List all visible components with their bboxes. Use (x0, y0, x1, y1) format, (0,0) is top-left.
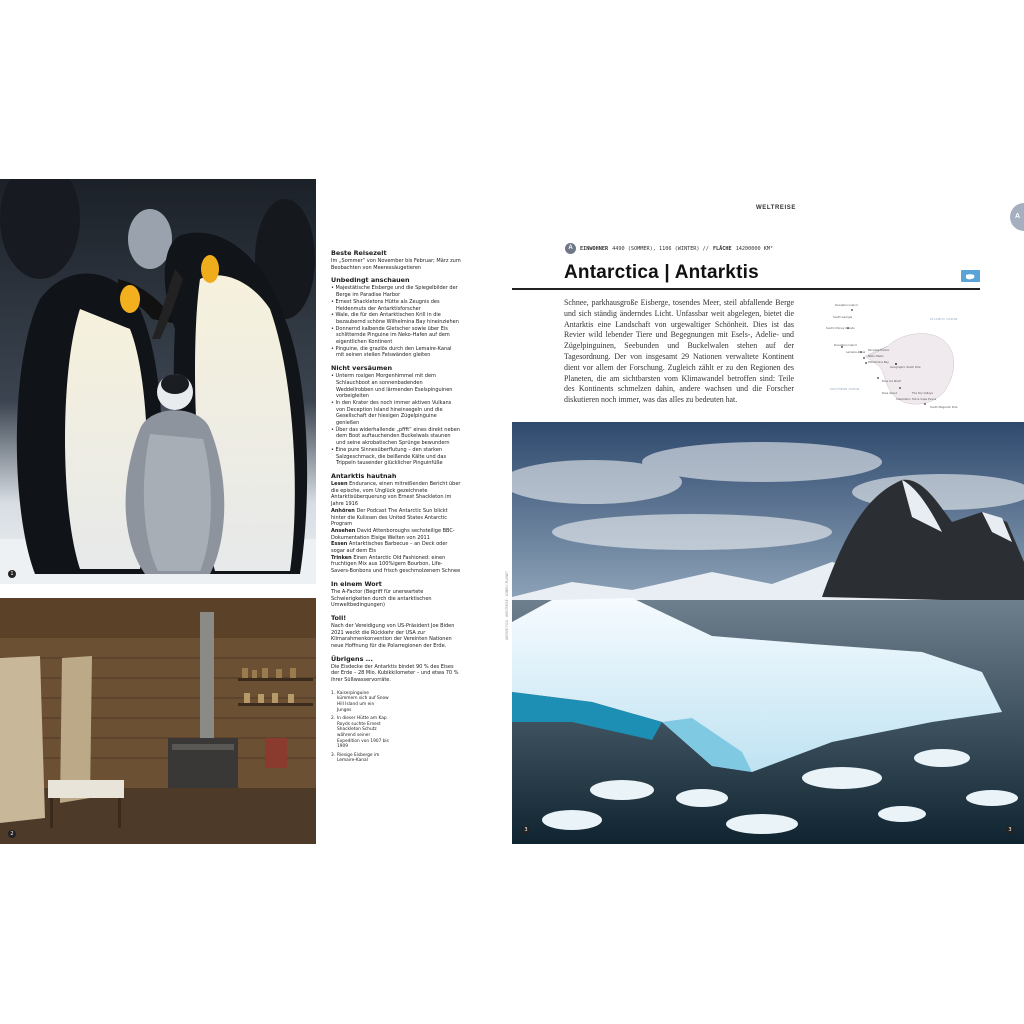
caption: 3. Riesige Eisberge im Lemaire-Kanal (331, 752, 380, 764)
must-see-list (331, 285, 461, 359)
spine-text: ANTARCTICA · WELTREISE · LONELY PLANET (505, 571, 509, 640)
map-label: South Magnetic Pole (930, 405, 958, 409)
figure-number: 2 (8, 830, 16, 838)
map-label: Shackleton Hut & Cape Evans (896, 397, 937, 401)
region-badge: A (565, 243, 576, 254)
hut-photo (0, 598, 316, 844)
map-label: Deception Island (835, 303, 858, 307)
residents-label: EINWOHNER (580, 245, 609, 252)
antarctica-map (826, 300, 980, 418)
section-label: WELTREISE (756, 205, 796, 211)
hands-on-listen: Anhören Der Podcast The Antarctic Sun blickt hinter die Kulissen des United States Antarctic Program (331, 507, 448, 528)
besides-text: Die Eisdecke der Antarktis bindet 90 % des Eises der Erde – 28 Mio. Kubikkilometer – und etwa 70 % ihrer Süßwasservorräte. (331, 663, 459, 684)
page-title: Antarctica | Antarktis (564, 262, 759, 283)
map-label: South Georgia (833, 315, 853, 319)
caption: 2. In dieser Hütte am Kap Royds suchte Ernest Shackleton Schutz während seiner Expedition von 1907 bis 1909 (331, 716, 389, 750)
map-label: South Orkney Islands (826, 326, 855, 330)
list-item: • Eine pure Sinnesüberflutung – den starken Salzgeschmack, die beißende Kälte und das Trippeln tausender glücklicher Pinguinfüße (331, 447, 461, 467)
stats-line (565, 243, 773, 254)
best-time-heading: Beste Reisezeit (331, 249, 387, 257)
map-label: Neko-Hafen (868, 354, 884, 358)
hands-on-heading: Antarktis hautnah (331, 471, 397, 480)
list-item: • Wale, die für den Antarktischen Krill in die bezaubernd schöne Wilhelmina Bay hineinziehen (331, 312, 461, 325)
ocean-label: SOUTHERN OCEAN (830, 387, 860, 391)
hands-on-read: Lesen Endurance, einen mitreißenden Bericht über die epische, vom Unglück gezeichnete Antarktisüberquerung von Ernest Shackleton im Jahre 1916 (331, 480, 461, 508)
ocean-label: ATLANTIC OCEAN (930, 317, 958, 321)
figure-number: 3 (1006, 826, 1014, 834)
list-item: • Ernest Shackletons Hütte als Zeugnis des Heldenmuts der Antarktisforscher (331, 299, 461, 312)
caption: 1. Kaiserpinguine kümmern sich auf Snow Hill Island um ein Junges (331, 690, 389, 713)
list-item: • In den Krater des noch immer aktiven Vulkans von Deception Island hineinsegeln und die Gesellschaft der hiesigen Zügelpinguine genießen (331, 400, 461, 427)
one-word-text: The A-Factor (Begriff für unerwartete Schwierigkeiten durch die antarktischen Umweltbedingungen) (331, 588, 432, 609)
dont-miss-heading: Nicht versäumen (331, 364, 393, 373)
map-label: Geographic South Pole (890, 365, 921, 369)
great-text: Nach der Vereidigung von US-Präsident Joe Biden 2021 weckt die Rückkehr der USA zur Klimarahmenkonvention der Vereinten Nationen neue Hoffnung für die Polarregionen der Erde. (331, 622, 455, 650)
figure-number: 3 (522, 826, 530, 834)
map-label: The Dry Valleys (912, 391, 933, 395)
hands-on-watch: Ansehen David Attenboroughs sechsteilige BBC-Dokumentation Eisige Welten von 2011 (331, 527, 455, 541)
iceberg-photo (512, 422, 1024, 844)
figure-number: 1 (8, 570, 16, 578)
map-label: Ross Ice Shelf (882, 379, 901, 383)
dont-miss-list (331, 373, 461, 467)
penguin-photo (0, 179, 316, 584)
list-item: • Majestätische Eisberge und die Spiegelbilder der Berge im Paradise Harbor (331, 285, 461, 298)
great-heading: Toll! (331, 613, 347, 622)
hands-on-drink: Trinken Einen Antarctic Old Fashioned: einen fruchtigen Mix aus 100%igem Bourbon, Life-Savers-Bonbons und frisch geschmolzenem Schnee (331, 554, 461, 575)
map-label: Wilhelmina Bay (868, 360, 889, 364)
besides-heading: Übrigens ... (331, 654, 373, 663)
map-label: Paradise Harbor (868, 348, 890, 352)
title-rule (512, 288, 980, 290)
best-time-text: Im „Sommer“ von November bis Februar; März zum Beobachten von Meeressäugetieren (331, 258, 461, 271)
map-label: Lemaire-Kanal (846, 350, 866, 354)
area-label: FLÄCHE (712, 245, 732, 252)
list-item: • Über das widerhallende „pffft“ eines direkt neben dem Boot auftauchenden Buckelwals staunen und seine akrobatischen Sprünge bewundern (331, 427, 461, 447)
list-item: • Pinguine, die grazlös durch den Lemaire-Kanal mit seinen steilen Felswänden gleiten (331, 346, 461, 359)
list-item: • Donnernd kalbende Gletscher sowie über Eis schlitternde Pinguine im Neko-Hafen auf dem eigentlichen Kontinent (331, 326, 461, 346)
list-item: • Unterm rosigen Morgenhimmel mit dem Schlauchboot an sonnenbadenden Weddellrobben und lärmenden Eselspinguinen vorbeigleiten (331, 373, 461, 400)
intro-text: Schnee, parkhausgroße Eisberge, tosendes Meer, steil abfallende Berge und sich ständig änderndes Licht. Unfassbar weit abgelegen, bietet die Antarktis eine Landschaft von urgewaltiger Schönheit. Dies ist das Revier wild lebender Tiere und Begegnungen mit Esels-, Adelie- und Zügelpinguinen, Seebunden und Buckelwalen stehen auf der Tagesordnung. Der von insgesamt 29 Nationen verwaltete Kontinent dient vor allem der Forschung. Zugleich zählt er zu den Regionen des Planeten, die am sichtbarsten vom Klimawandel betroffen sind: Teile des Kontinents schmelzen dahin, andere wachsen und die Forscher diskutieren noch immer, was das alles zu bedeuten hat. (564, 298, 794, 405)
antarctica-flag-icon (961, 270, 980, 282)
residents-value: 4490 (SOMMER), 1106 (WINTER) // (612, 245, 709, 252)
one-word-heading: In einem Wort (331, 579, 382, 588)
map-label: Ross Island (882, 391, 898, 395)
page-tab[interactable]: A (1010, 203, 1024, 231)
map-label: Deception Island (834, 343, 857, 347)
area-value: 14200000 KM² (735, 245, 774, 252)
sidebar (331, 244, 461, 767)
must-see-heading: Unbedingt anschauen (331, 276, 410, 285)
photo-captions (331, 691, 461, 764)
hands-on-eat: Essen Antarktisches Barbecue – an Deck oder sogar auf dem Eis (331, 541, 448, 555)
